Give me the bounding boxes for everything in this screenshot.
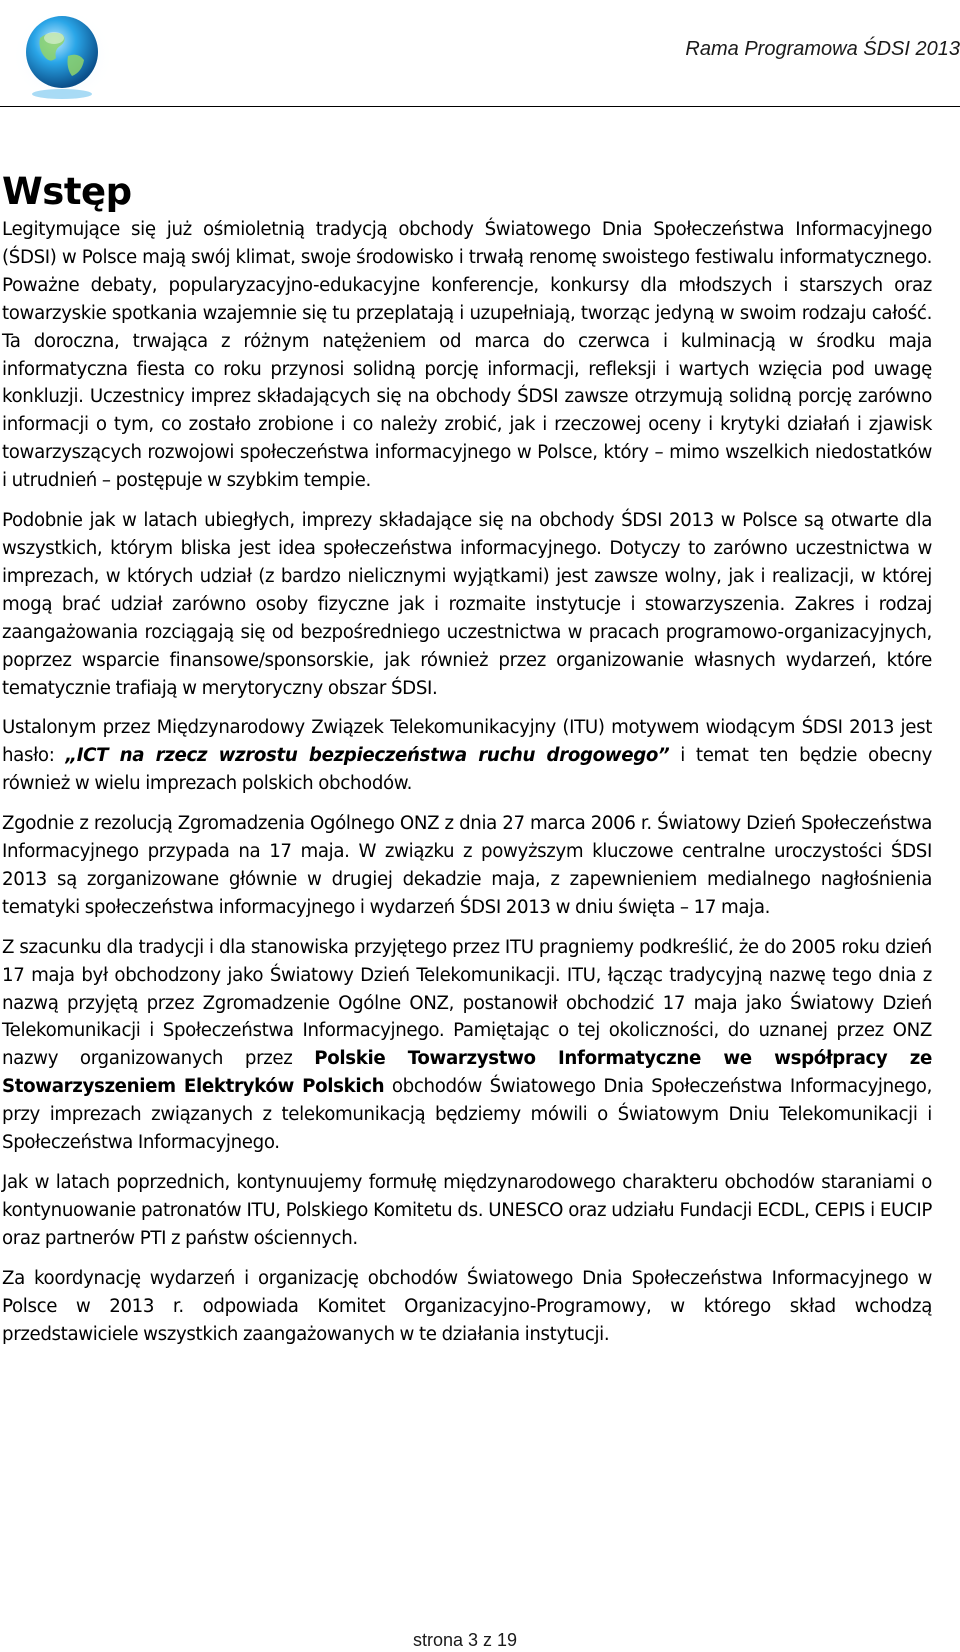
section-heading: Wstęp [2, 170, 132, 213]
header-title: Rama Programowa ŚDSI 2013 [685, 38, 960, 60]
theme-motto: „ICT na rzecz wzrostu bezpieczeństwa ruchu drogowego” [65, 745, 670, 767]
organizers-name: Polskie Towarzystwo Informatyczne we współpracy ze Stowarzyszeniem Elektryków Polskich [2, 1048, 933, 1098]
paragraph-open-events: Podobnie jak w latach ubiegłych, imprezy składające się na obchody ŚDSI 2013 w Polsce są otwarte dla wszystkich, którym bliska jest idea społeczeństwa informacyjnego. Dotyczy to zarówno uczestnictwa w imprezach, w których udział (z bardzo nielicznymi wyjątkami) jest zawsze wolny, jak i realizacji, w której mogą brać udział zarówno osoby fizyczne jak i rozmaite instytucje i stowarzyszenia. Zakres i rodzaj zaangażowania rozciągają się od bezpośredniego uczestnictwa w pracach programowo-organizacyjnych, poprzez wsparcie finansowe/sponsorskie, jak również przez organizowanie własnych wydarzeń, które tematycznie trafiają w merytoryczny obszar ŚDSI. [2, 510, 932, 699]
page-header [0, 0, 960, 107]
globe-logo-icon [10, 4, 116, 104]
page-number: strona 3 z 19 [412, 1630, 518, 1650]
document-body [2, 170, 932, 1360]
paragraph-international: Jak w latach poprzednich, kontynuujemy formułę międzynarodowego charakteru obchodów staraniami o kontynuowanie patronatów ITU, Polskiego Komitetu ds. UNESCO oraz udziału Fundacji ECDL, CEPIS i EUCIP oraz partnerów PTI z państw ościennych. [2, 1172, 932, 1249]
itu-text-before: Z szacunku dla tradycji i dla stanowiska przyjętego przez ITU pragniemy podkreślić, że do 2005 roku dzień 17 maja był obchodzony jako Światowy Dzień Telekomunikacji. ITU, łącząc tradycyjną nazwę tego dnia z nazwą przyjętą przez Zgromadzenie Ogólne ONZ, postanowił obchodzić 17 maja jako Światowy Dzień Telekomunikacji i Społeczeństwa Informacyjnego. Pamiętając o tej okoliczności, do uznanej przez ONZ nazwy organizowanych przez [2, 936, 932, 1070]
paragraph-theme [2, 714, 932, 798]
paragraph-coordination: Za koordynację wydarzeń i organizację obchodów Światowego Dnia Społeczeństwa Informacyjnego w Polsce w 2013 r. odpowiada Komitet Organizacyjno-Programowy, w którego skład wchodzą przedstawiciele wszystkich zaangażowanych w te działania instytucji. [2, 1267, 932, 1345]
itu-text-after: obchodów Światowego Dnia Społeczeństwa Informacyjnego, przy imprezach związanych z telekomunikacją będziemy mówili o Światowym Dniu Telekomunikacji i Społeczeństwa Informacyjnego. [2, 1076, 933, 1154]
paragraph-resolution: Zgodnie z rezolucją Zgromadzenia Ogólnego ONZ z dnia 27 marca 2006 r. Światowy Dzień Społeczeństwa Informacyjnego przypada na 17 maja. W związku z powyższym kluczowe centralne uroczystości ŚDSI 2013 są zorganizowane głównie w drugiej dekadzie maja, z zapewnieniem medialnego nagłośnienia tematyki społeczeństwa informacyjnego i wydarzeń ŚDSI 2013 w dniu święta – 17 maja. [2, 813, 932, 918]
theme-text-before: Ustalonym przez Międzynarodowy Związek Telekomunikacyjny (ITU) motywem wiodącym ŚDSI 2013 jest hasło: [2, 717, 932, 767]
paragraph-intro: Legitymujące się już ośmioletnią tradycją obchody Światowego Dnia Społeczeństwa Informacyjnego (ŚDSI) w Polsce mają swój klimat, swoje środowisko i trwałą renomę swoistego festiwalu informatycznego. Poważne debaty, popularyzacyjno-edukacyjne konferencje, konkursy dla młodszych i starszych oraz towarzyskie spotkania wzajemnie się tu przeplatają i uzupełniają, tworząc jedyną w swoim rodzaju całość. Ta doroczna, trwająca z różnym natężeniem od marca do czerwca i kulminacją w środku maja informatyczna fiesta co roku przynosi solidną porcję informacji, refleksji i wartych wzięcia pod uwagę konkluzji. Uczestnicy imprez składających się na obchody ŚDSI zawsze otrzymują solidną porcję zarówno informacji o tym, co zostało zrobione i co należy zrobić, jak i rzeczowej oceny i krytyki działań i zjawisk towarzyszących rozwojowi społeczeństwa informacyjnego w Polsce, który – mimo wszelkich niedostatków i utrudnień – postępuje w szybkim tempie. [2, 219, 932, 492]
paragraph-itu [2, 934, 932, 1157]
theme-text-after: i temat ten będzie obecny również w wielu imprezach polskich obchodów. [2, 745, 932, 795]
